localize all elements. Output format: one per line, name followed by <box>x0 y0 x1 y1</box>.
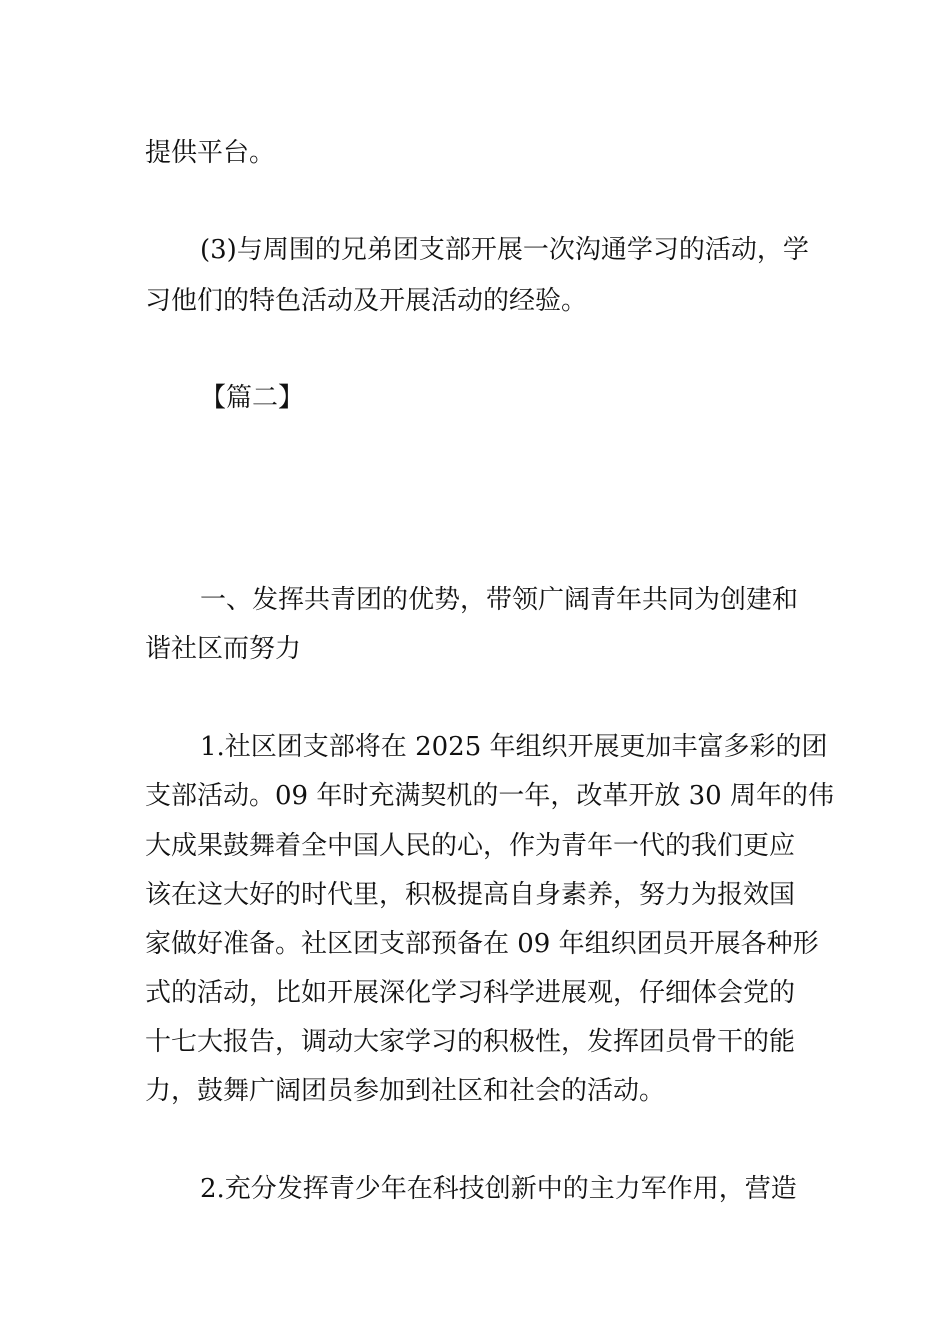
text-line: 2.充分发挥青少年在科技创新中的主力军作用，营造 <box>200 1174 797 1204</box>
text-line: 家做好准备。社区团支部预备在 09 年组织团员开展各种形 <box>145 929 819 959</box>
text-line: 力，鼓舞广阔团员参加到社区和社会的活动。 <box>145 1076 666 1106</box>
text-line: 十七大报告，调动大家学习的积极性，发挥团员骨干的能 <box>145 1027 796 1057</box>
text-line: 谐社区而努力 <box>145 634 302 664</box>
text-line: 支部活动。09 年时充满契机的一年，改革开放 30 周年的伟 <box>145 781 834 811</box>
section-heading: 【篇二】 <box>200 383 305 413</box>
text-line: 式的活动，比如开展深化学习科学进展观，仔细体会党的 <box>145 978 796 1008</box>
text-line: 提供平台。 <box>145 138 276 168</box>
text-line: 大成果鼓舞着全中国人民的心，作为青年一代的我们更应 <box>145 831 796 861</box>
text-line: 该在这大好的时代里，积极提高自身素养，努力为报效国 <box>145 880 796 910</box>
text-line: 习他们的特色活动及开展活动的经验。 <box>145 286 588 316</box>
text-line: (3)与周围的兄弟团支部开展一次沟通学习的活动，学 <box>200 235 809 265</box>
text-line: 一、发挥共青团的优势，带领广阔青年共同为创建和 <box>200 585 799 615</box>
text-line: 1.社区团支部将在 2025 年组织开展更加丰富多彩的团 <box>200 732 828 762</box>
